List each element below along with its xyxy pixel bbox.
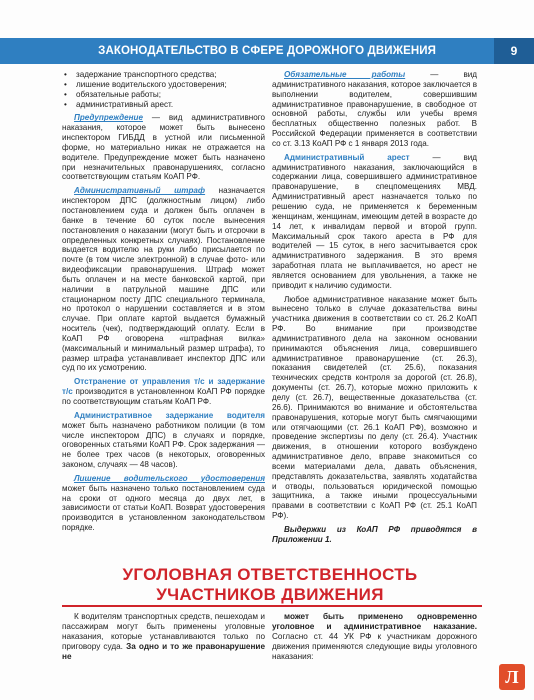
paragraph-removal: Отстранение от управления т/с и задержание т/с производится в установленном КоАП РФ порядке по соответствующим статьям КоАП РФ. — [62, 377, 265, 406]
bottom-left-column — [62, 612, 265, 662]
paragraph-fine: Административный штраф назначается инспектором ДПС (должностным лицом) либо постановлением суда и должен быть оплачен в банке в течение 60 суток после вынесения постановления о наказании (могут быть и отсрочки в определенных конкретных случаях). Постановление выдается водителю на руки либо присылается по почте (в том числе электронной) в случае фото- или видеофиксации правонарушения. Штраф может быть оплачен и на месте банковской картой, при наличии в патрульной машине ДПС или стационарном посту ДПС специального терминала, но протокол о нарушении составляется и в этом случае. При оплате картой выдается бумажный носитель (чек), подтверждающий оплату. Если в КоАП РФ оговорена «штрафная вилка» (максимальный и минимальный размер штрафа), то размер штрафа устанавливает инспектор ДПС или суд по их усмотрению. — [62, 186, 265, 373]
bottom-right-column — [272, 612, 477, 662]
list-item: • обязательные работы; — [64, 89, 161, 99]
list-item: • задержание транспортного средства; — [64, 70, 217, 79]
section-heading-line2: УЧАСТНИКОВ ДВИЖЕНИЯ — [156, 585, 384, 604]
section-heading-line1: УГОЛОВНАЯ ОТВЕТСТВЕННОСТЬ — [122, 565, 418, 584]
paragraph-evidence: Любое административное наказание может быть вынесено только в случае доказательства вины участника движения в соответствии со ст. 26.2 КоАП РФ. Во внимание при производстве административного дела на законном основании принимаются объяснения лица, совершившего административное правонарушение (ст. 26.3), показания свидетелей (ст. 25.6), показания технических средств контроля за дорогой (ст. 26.8), документы (ст. 26.7), которые можно приложить к делу (ст. 26.7), вещественные доказательства (ст. 26.6). Принимаются во внимание и обстоятельства правонарушения, которые могут быть смягчающими или отягчающими (ст. 26.1 КоАП РФ), возможно и проведение экспертизы по делу (ст. 26.4). Участник движения, в отношении которого возбуждено административное дело, вправе знакомиться со всеми материалами дела, давать объяснения, представлять доказательства, заявлять ходатайства и отводы, пользоваться юридической помощью защитника, а также иными процессуальными правами в соответствии с КоАП РФ (ст. 25.1 КоАП РФ). — [272, 294, 477, 521]
list-item: • административный арест. — [64, 99, 174, 109]
publisher-logo-icon: Л — [499, 664, 525, 690]
right-column — [272, 70, 477, 545]
paragraph-criminal-intro: К водителям транспортных средств, пешеходам и пассажирам могут быть применены уголовные наказания, которые устанавливаются только по приговору суда. За одно и то же правонарушение не — [62, 612, 265, 661]
header-title: ЗАКОНОДАТЕЛЬСТВО В СФЕРЕ ДОРОЖНОГО ДВИЖЕНИЯ — [98, 45, 436, 57]
paragraph-detention: Административное задержание водителя может быть назначено работником полиции (в том числе инспектором ДПС) в случаях и порядке, оговоренных статьями КоАП РФ. Срок задержания — не более трех часов (в некоторых, оговоренных законом, случаях — 48 часов). — [62, 410, 265, 470]
paragraph-works: Обязательные работы — вид административного наказания, которое заключается в выполнении водителем, совершившим административное правонарушение, в свободное от основной работы, службы или учебы время бесплатных общественно полезных работ. В Российской Федерации применяется в соответствии со ст. 3.13 КоАП РФ с 1 января 2013 года. — [272, 70, 477, 148]
paragraph-arrest: Административный арест — вид административного наказания, заключающийся в содержании лица, совершившего административное правонарушение, в спецпомещениях МВД. Административный арест назначается только по решению суда, не применяется к беременным женщинам, женщинам, имеющим детей в возрасте до 14 лет, к инвалидам первой и второй групп. Максимальный срок такого ареста в РФ для водителей — 15 суток, в него засчитывается срок административного задержания. В это время заработная плата не выплачивается, но арест не является основанием для увольнения, а также не приводит к наличию судимости. — [272, 152, 478, 290]
paragraph-warning: Предупреждение — вид административного наказания, которое может быть вынесено инспектором ГИБДД в устной или письменной форме, но материально никак не отражается на водителе. Предупреждение может быть назначено при незначительных правонарушениях, согласно соответствующим статьям КоАП РФ. — [62, 113, 265, 182]
paragraph-license: Лишение водительского удостоверения может быть назначено только постановлением суда на сроки от одного месяца до двух лет, в зависимости от статьи КоАП. Возврат удостоверения производится в установленном законодательством порядке. — [62, 473, 265, 533]
list-item: • лишение водительского удостоверения; — [64, 79, 227, 89]
paragraph-criminal-types: может быть применено одновременно уголовное и административное наказание. Согласно ст. 44 УК РФ к участникам дорожного движения применяются следующие виды уголовного наказания: — [272, 612, 477, 661]
page-header — [0, 38, 534, 64]
heading-divider — [62, 605, 482, 607]
page-number: 9 — [494, 38, 534, 64]
left-column — [62, 70, 265, 533]
penalty-list — [62, 70, 265, 109]
appendix-note: Выдержки из КоАП РФ приводятся в Приложении 1. — [272, 524, 477, 544]
